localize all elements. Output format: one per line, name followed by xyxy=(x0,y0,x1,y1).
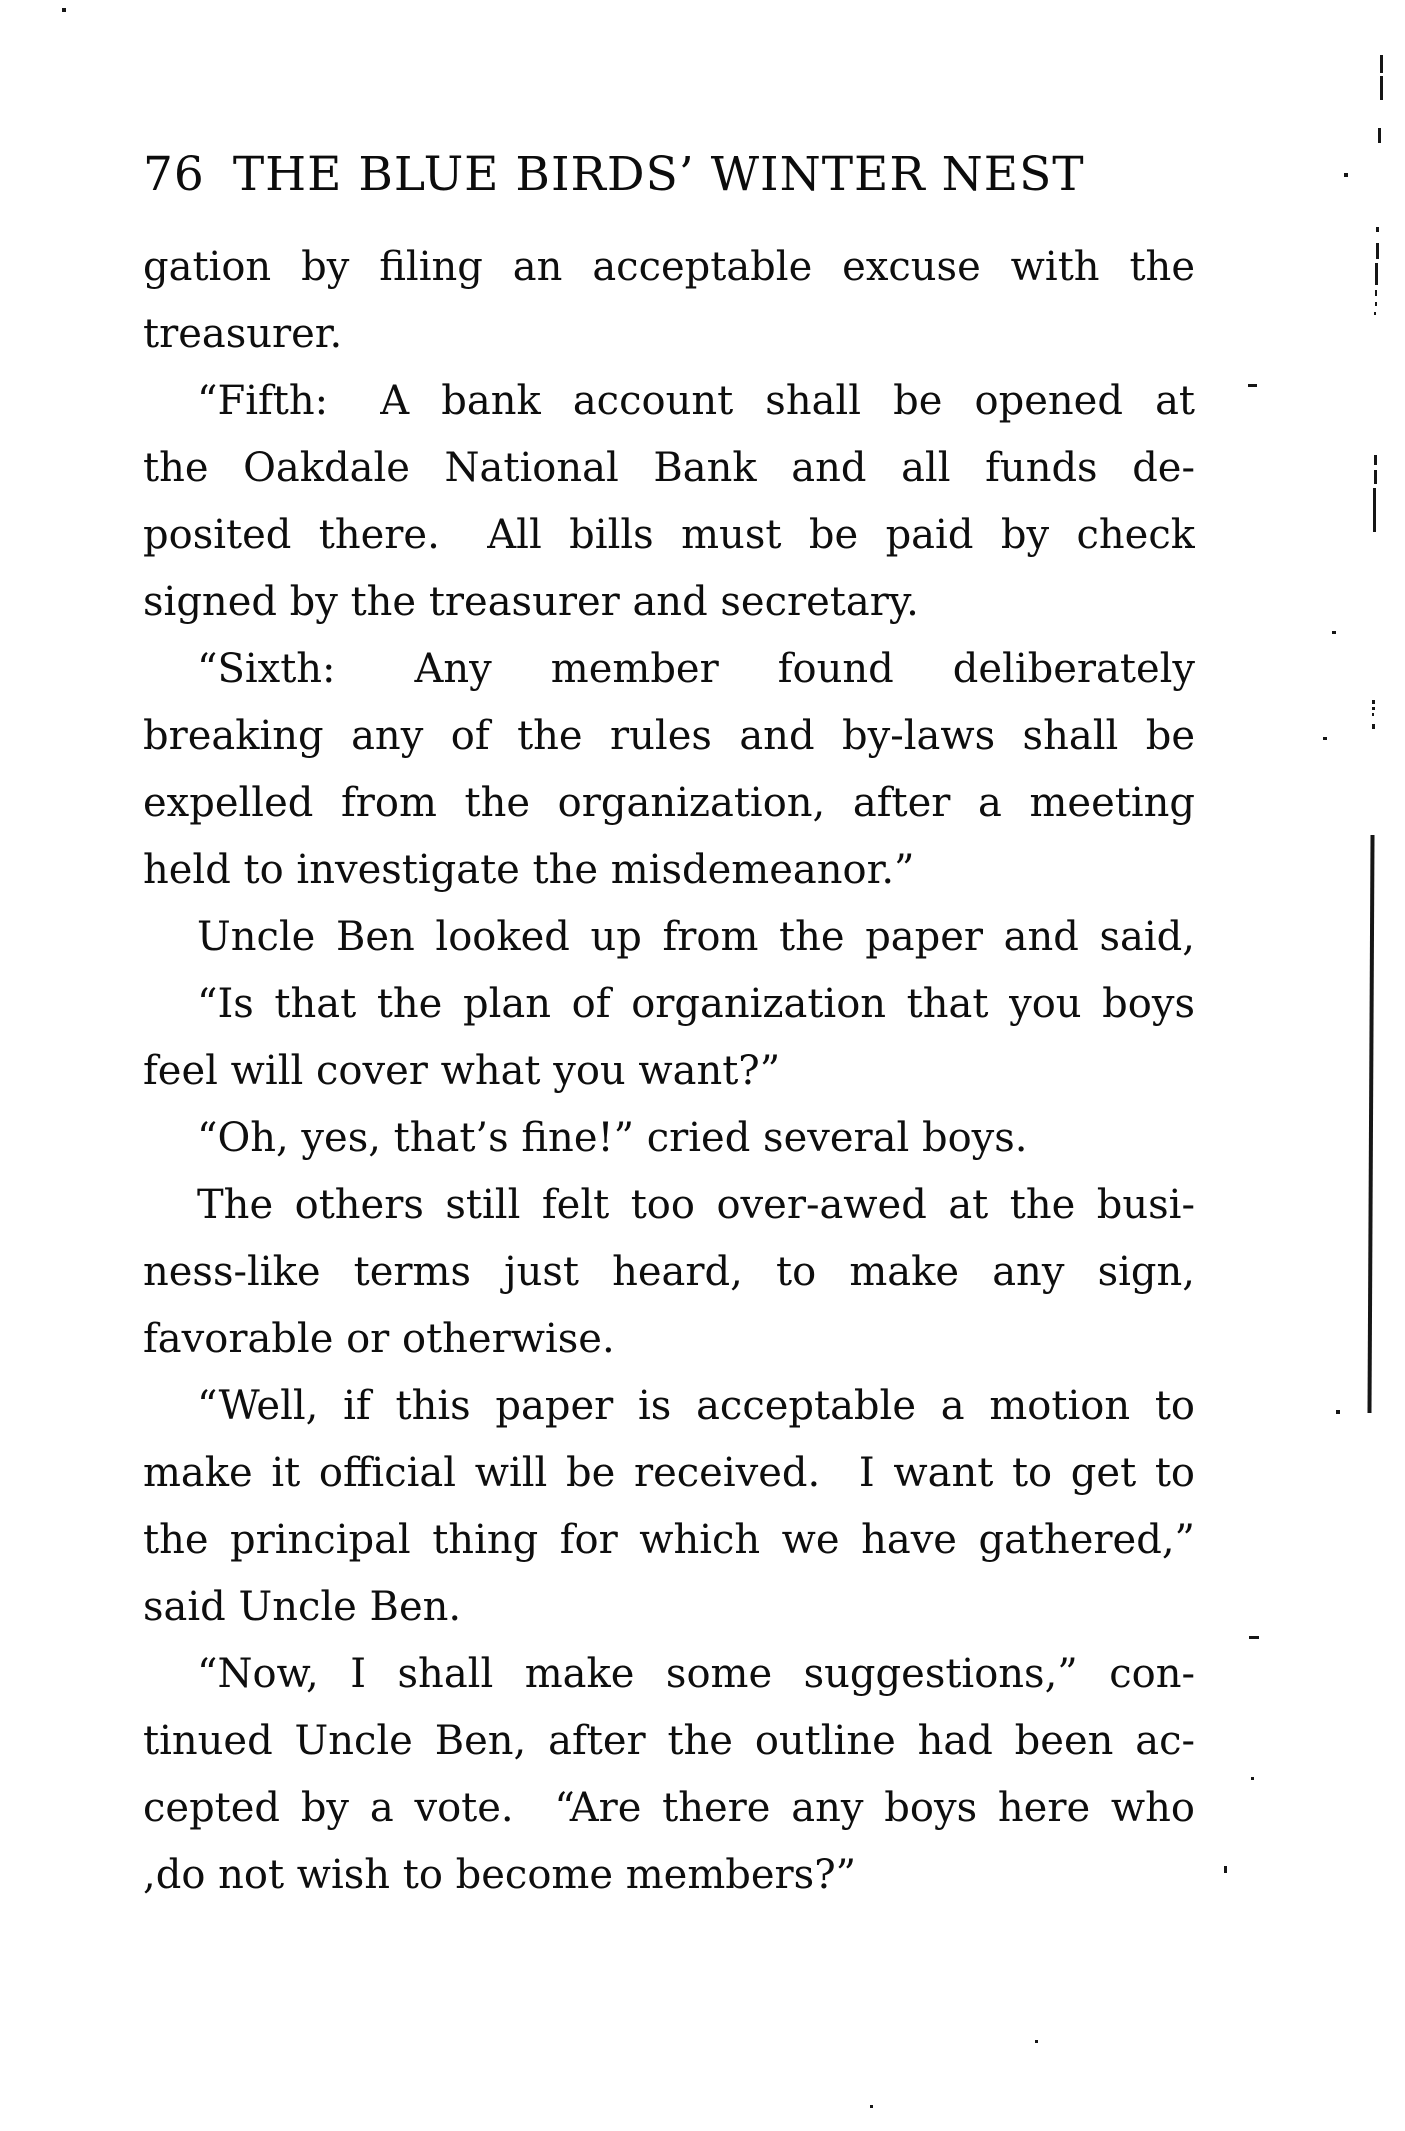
scan-speck xyxy=(1323,737,1327,740)
scan-speck xyxy=(870,2105,873,2108)
scan-speck xyxy=(1248,384,1257,387)
scan-speck xyxy=(1374,470,1377,484)
scan-speck xyxy=(1374,312,1376,315)
text-line: held to investigate the misdemeanor.” xyxy=(143,847,915,893)
scan-speck xyxy=(1376,227,1379,232)
scan-speck xyxy=(1332,631,1336,634)
scan-speck xyxy=(1380,55,1383,73)
scan-speck xyxy=(1336,1410,1340,1414)
text-line: said Uncle Ben. xyxy=(143,1584,462,1630)
scan-speck xyxy=(1372,700,1375,704)
scan-speck xyxy=(1344,173,1348,177)
text-line: “Oh, yes, that’s fine!” cried several boys. xyxy=(197,1115,1028,1161)
scan-speck xyxy=(1373,488,1376,532)
running-title: THE BLUE BIRDS’ WINTER NEST xyxy=(232,147,1085,202)
text-line: “Now, I shall make some suggestions,” con- xyxy=(197,1651,1195,1697)
scan-speck xyxy=(1249,1636,1259,1639)
scan-speck xyxy=(1251,1777,1254,1780)
text-line: posited there. All bills must be paid by check xyxy=(143,512,1195,558)
body-text xyxy=(143,234,1195,1909)
text-line: ,do not wish to become members?” xyxy=(143,1852,857,1898)
text-line: Uncle Ben looked up from the paper and said, xyxy=(197,914,1195,960)
scan-speck xyxy=(1374,455,1377,465)
text-line: feel will cover what you want?” xyxy=(143,1048,781,1094)
text-line: breaking any of the rules and by-laws shall be xyxy=(143,713,1195,759)
scan-speck xyxy=(1035,2040,1038,2043)
scan-speck xyxy=(1372,713,1374,716)
text-line: “Fifth: A bank account shall be opened at xyxy=(197,378,1195,424)
text-line: “Sixth: Any member found deliberately xyxy=(197,646,1195,692)
text-line: treasurer. xyxy=(143,311,343,357)
text-line: ness-like terms just heard, to make any sign, xyxy=(143,1249,1195,1295)
text-line: the Oakdale National Bank and all funds de- xyxy=(143,445,1195,491)
scan-speck xyxy=(1376,243,1379,259)
text-line: “Well, if this paper is acceptable a motion to xyxy=(197,1383,1195,1429)
scan-speck xyxy=(1378,128,1381,143)
text-line: signed by the treasurer and secretary. xyxy=(143,579,919,625)
scan-speck xyxy=(1375,302,1377,306)
scan-speck xyxy=(1375,263,1378,285)
text-line: the principal thing for which we have gathered,” xyxy=(143,1517,1195,1563)
scan-speck xyxy=(1372,707,1375,710)
page-number: 76 xyxy=(143,147,205,202)
scan-speck xyxy=(1372,724,1375,729)
text-line: cepted by a vote. “Are there any boys here who xyxy=(143,1785,1195,1831)
scan-speck xyxy=(1375,290,1377,296)
text-line: “Is that the plan of organization that you boys xyxy=(197,981,1195,1027)
scan-speck xyxy=(62,8,66,12)
text-line: make it official will be received. I want to get to xyxy=(143,1450,1195,1496)
scan-speck xyxy=(1380,76,1383,100)
text-line: gation by filing an acceptable excuse with the xyxy=(143,244,1195,290)
scan-speck xyxy=(1367,835,1374,1413)
text-line: tinued Uncle Ben, after the outline had been ac- xyxy=(143,1718,1195,1764)
page-header xyxy=(143,147,1085,202)
text-line: The others still felt too over-awed at the busi- xyxy=(197,1182,1195,1228)
scan-speck xyxy=(1224,1866,1227,1873)
text-line: expelled from the organization, after a meeting xyxy=(143,780,1195,826)
text-line: favorable or otherwise. xyxy=(143,1316,615,1362)
